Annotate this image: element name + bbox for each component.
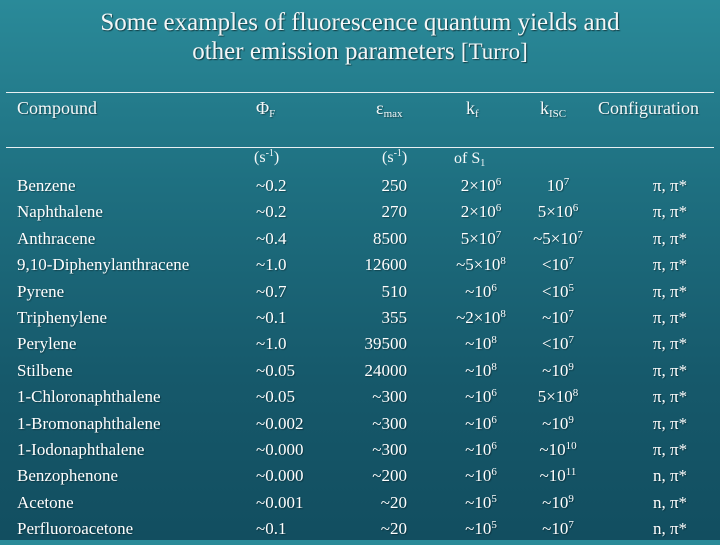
cell-configuration: n, π* <box>652 492 688 512</box>
cell-kisc-base: ~10 <box>542 492 569 512</box>
cell-eps: 355 <box>381 308 407 327</box>
cell-compound: Pyrene <box>17 281 65 301</box>
unit-phi-text: (s <box>254 149 266 166</box>
cell-compound: 1-Chloronaphthalene <box>17 387 161 407</box>
table-row <box>0 414 720 440</box>
cell-phi: ~0.4 <box>256 228 287 248</box>
unit-kf <box>454 150 485 169</box>
cell-kisc <box>505 414 611 434</box>
cell-compound: Triphenylene <box>17 308 108 327</box>
cell-configuration: n, π* <box>652 466 688 486</box>
cell-eps: ~20 <box>380 519 407 539</box>
cell-kisc <box>505 440 611 460</box>
cell-phi: ~0.000 <box>256 466 304 486</box>
cell-configuration: π, π* <box>652 387 688 407</box>
cell-configuration: π, π* <box>652 334 688 354</box>
cell-compound: Acetone <box>17 492 74 512</box>
cell-kisc-base: ~10 <box>542 308 569 327</box>
cell-configuration: π, π* <box>652 255 688 275</box>
header-eps-sub: max <box>383 108 403 120</box>
cell-phi: ~0.000 <box>256 440 304 459</box>
cell-kisc <box>505 229 611 249</box>
cell-phi: ~0.1 <box>256 519 287 539</box>
cell-kf-base: ~10 <box>465 440 492 459</box>
cell-compound: Benzene <box>17 176 76 195</box>
cell-kf-exponent: 6 <box>491 387 497 400</box>
unit-eps <box>382 148 407 167</box>
table-row <box>0 334 720 360</box>
cell-compound: Stilbene <box>17 360 73 380</box>
header-kf-symbol: k <box>466 98 475 118</box>
cell-kisc-base: <10 <box>541 281 569 301</box>
cell-kisc-base: ~10 <box>542 519 569 539</box>
cell-configuration: π, π* <box>652 308 688 327</box>
cell-kf-base: ~10 <box>465 492 492 512</box>
table-row <box>0 255 720 281</box>
cell-eps: 270 <box>381 202 407 222</box>
header-kf <box>466 98 479 120</box>
cell-kf-base: ~10 <box>465 413 492 433</box>
cell-kf-base: 2×10 <box>460 176 496 195</box>
header-eps-symbol: ε <box>376 98 384 118</box>
cell-phi: ~0.1 <box>256 308 287 327</box>
header-kisc-symbol: k <box>540 98 549 118</box>
header-kisc <box>540 98 566 120</box>
cell-compound: 9,10-Diphenylanthracene <box>17 255 190 275</box>
cell-configuration: π, π* <box>652 228 688 248</box>
cell-kf-exponent: 7 <box>495 228 502 241</box>
cell-kf-base: 5×10 <box>460 228 496 248</box>
cell-phi: ~0.001 <box>256 492 304 512</box>
cell-configuration: π, π* <box>652 440 688 459</box>
cell-phi: ~0.7 <box>256 281 287 301</box>
cell-kisc-base: 10 <box>546 176 564 195</box>
cell-kf-base: ~10 <box>465 281 492 301</box>
unit-kf-sub: 1 <box>480 158 486 169</box>
cell-kisc-exponent: 7 <box>568 334 575 347</box>
cell-eps: ~300 <box>372 413 407 433</box>
cell-kf-exponent: 5 <box>491 492 497 505</box>
cell-kisc-exponent: 9 <box>568 492 574 505</box>
cell-kisc-exponent: 7 <box>563 176 570 188</box>
cell-phi: ~1.0 <box>256 334 287 354</box>
cell-eps: ~300 <box>372 440 407 459</box>
cell-eps: ~300 <box>372 387 407 407</box>
table-row <box>0 202 720 228</box>
cell-phi: ~1.0 <box>256 255 287 275</box>
cell-kisc-base: 5×10 <box>537 202 573 222</box>
cell-kisc <box>505 519 611 539</box>
cell-kf-base: ~2×10 <box>456 308 501 327</box>
cell-kisc-exponent: 5 <box>568 281 575 294</box>
cell-kisc <box>505 255 611 275</box>
table-row <box>0 308 720 334</box>
cell-configuration: π, π* <box>652 281 688 301</box>
cell-eps: ~200 <box>372 466 407 486</box>
cell-kisc <box>505 176 611 196</box>
cell-eps: 39500 <box>364 334 407 354</box>
cell-kisc-base: ~10 <box>539 466 566 486</box>
cell-kf-base: ~10 <box>465 334 492 354</box>
cell-kf-exponent: 6 <box>491 413 497 426</box>
table-row <box>0 519 720 545</box>
title-line-1: Some examples of fluorescence quantum yields and <box>100 9 620 36</box>
cell-kf-exponent: 5 <box>491 519 497 532</box>
cell-kf-exponent: 8 <box>500 255 506 268</box>
header-kisc-sub: ISC <box>549 108 567 120</box>
cell-configuration: π, π* <box>652 176 688 195</box>
cell-kisc <box>505 493 611 513</box>
cell-eps: 8500 <box>373 228 407 248</box>
cell-eps: 24000 <box>364 360 407 380</box>
cell-kf-base: ~5×10 <box>456 255 501 275</box>
cell-kf-base: ~10 <box>465 519 492 539</box>
cell-kisc-exponent: 7 <box>568 308 574 320</box>
header-phi-sub: F <box>269 108 276 120</box>
cell-kisc-base: 5×10 <box>537 387 573 407</box>
cell-kisc-base: ~10 <box>539 440 566 459</box>
cell-kisc-exponent: 11 <box>565 466 577 479</box>
cell-kisc-exponent: 10 <box>565 440 577 452</box>
cell-kf-exponent: 6 <box>495 202 502 215</box>
table-row <box>0 176 720 202</box>
cell-kisc-exponent: 7 <box>568 519 574 532</box>
cell-kisc-exponent: 7 <box>577 228 583 241</box>
cell-kf-exponent: 6 <box>491 281 497 294</box>
cell-compound: Perfluoroacetone <box>17 519 134 539</box>
cell-kf-exponent: 8 <box>500 308 506 320</box>
cell-phi: ~0.05 <box>256 387 295 407</box>
cell-eps: 510 <box>381 281 407 301</box>
cell-kisc-base: ~10 <box>542 413 569 433</box>
cell-eps: 12600 <box>364 255 407 275</box>
cell-kf-exponent: 6 <box>495 176 502 188</box>
cell-eps: 250 <box>381 176 407 195</box>
unit-phi <box>254 148 279 167</box>
cell-kisc <box>505 466 611 486</box>
table-row <box>0 229 720 255</box>
cell-kf-base: 2×10 <box>460 202 496 222</box>
cell-kisc-base: <10 <box>541 334 569 354</box>
cell-kisc-exponent: 6 <box>572 202 579 215</box>
cell-compound: Benzophenone <box>17 466 119 486</box>
cell-phi: ~0.002 <box>256 413 304 433</box>
table-row <box>0 387 720 413</box>
cell-kisc <box>505 308 611 328</box>
title-line-2 <box>0 37 720 66</box>
slide-title <box>0 8 720 66</box>
cell-kf-exponent: 6 <box>491 440 497 452</box>
unit-phi-close: ) <box>273 149 280 166</box>
cell-compound: 1-Iodonaphthalene <box>17 440 145 459</box>
cell-configuration: π, π* <box>652 360 688 380</box>
unit-kf-text: of S <box>454 150 481 167</box>
title-line-2-text: other emission parameters <box>192 38 455 65</box>
cell-compound: 1-Bromonaphthalene <box>17 413 161 433</box>
cell-kf-base: ~10 <box>465 466 492 486</box>
unit-phi-sup: -1 <box>265 148 274 159</box>
cell-compound: Perylene <box>17 334 77 354</box>
header-kf-sub: f <box>475 108 479 120</box>
table-header-rule <box>6 147 714 148</box>
cell-compound: Anthracene <box>17 228 96 248</box>
title-citation: [Turro] <box>460 39 528 64</box>
cell-eps: ~20 <box>380 492 407 512</box>
cell-kisc-base: ~5×10 <box>533 228 578 248</box>
cell-kisc <box>505 202 611 222</box>
unit-eps-close: ) <box>401 149 408 166</box>
cell-phi: ~0.2 <box>256 202 287 222</box>
unit-eps-text: (s <box>382 149 394 166</box>
cell-kf-base: ~10 <box>465 387 492 407</box>
cell-compound: Naphthalene <box>17 202 103 222</box>
cell-kf-exponent: 6 <box>491 466 497 479</box>
cell-configuration: π, π* <box>652 202 688 222</box>
table-row <box>0 440 720 466</box>
table-row <box>0 493 720 519</box>
cell-kisc <box>505 361 611 381</box>
header-compound: Compound <box>17 98 98 118</box>
table-row <box>0 361 720 387</box>
cell-phi: ~0.2 <box>256 176 287 195</box>
cell-kisc <box>505 387 611 407</box>
header-configuration: Configuration <box>598 98 699 118</box>
cell-configuration: π, π* <box>652 413 688 433</box>
header-phi-symbol: Φ <box>256 98 270 118</box>
cell-configuration: n, π* <box>652 519 688 539</box>
cell-kisc-exponent: 8 <box>572 387 579 400</box>
cell-kisc-base: <10 <box>541 255 569 275</box>
table-top-rule <box>6 92 714 93</box>
header-eps <box>376 98 403 120</box>
cell-kisc-exponent: 9 <box>568 360 574 373</box>
cell-kisc-exponent: 7 <box>568 255 575 268</box>
cell-kisc-base: ~10 <box>542 360 569 380</box>
cell-kisc <box>505 334 611 354</box>
cell-kisc <box>505 282 611 302</box>
cell-kf-base: ~10 <box>465 360 492 380</box>
header-phi <box>256 98 275 120</box>
cell-kf-exponent: 8 <box>491 334 497 347</box>
cell-phi: ~0.05 <box>256 360 295 380</box>
table-row <box>0 466 720 492</box>
unit-eps-sup: -1 <box>393 148 402 159</box>
table-row <box>0 282 720 308</box>
cell-kisc-exponent: 9 <box>568 413 574 426</box>
cell-kf-exponent: 8 <box>491 360 497 373</box>
